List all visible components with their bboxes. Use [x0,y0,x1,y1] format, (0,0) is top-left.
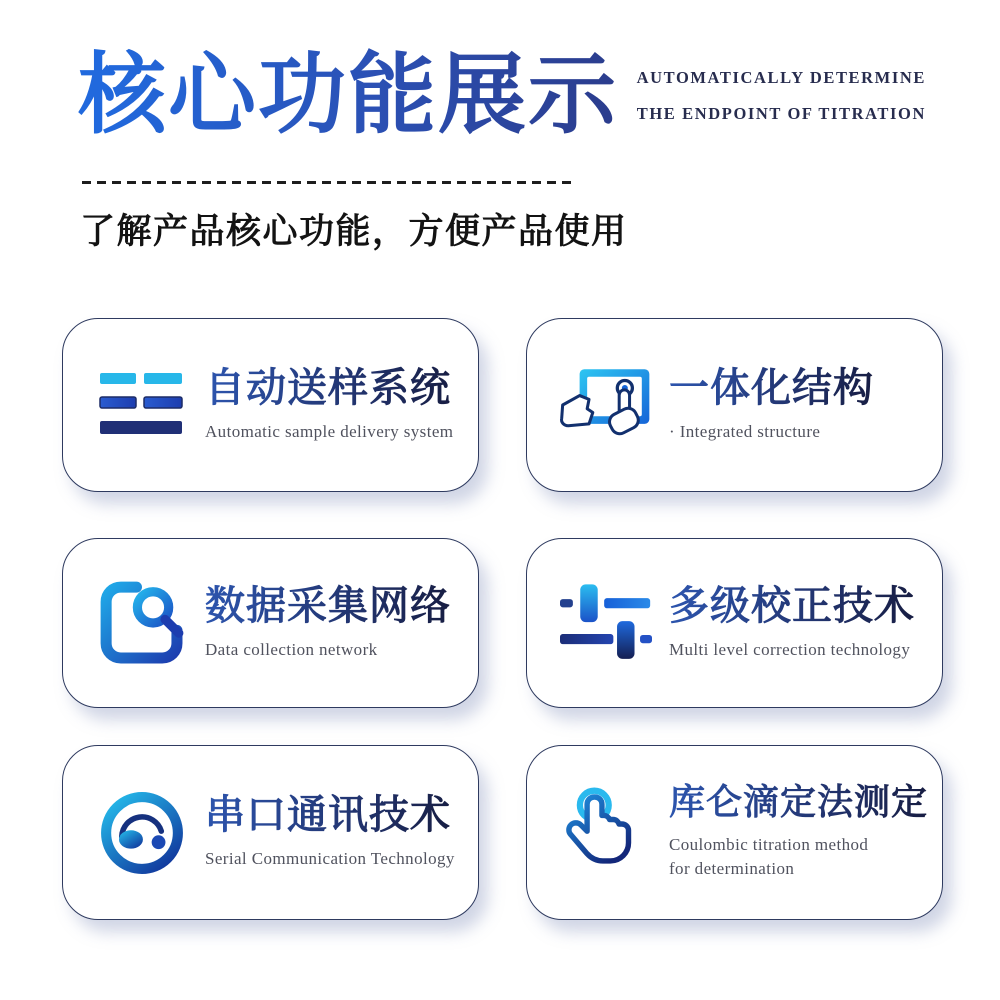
card-text [669,783,928,882]
card-title: 数据采集网络 [205,582,451,628]
dashed-divider [82,181,576,184]
card-subtitle [669,833,928,882]
card-subtitle: Multi level correction technology [669,639,911,659]
sample-list-icon [93,355,191,455]
page-subtitle: 了解产品核心功能，方便产品使用 [80,212,628,251]
card-title: 多级校正技术 [669,582,915,628]
page-title: 核心功能展示 [78,42,618,152]
tagline-line2: THE ENDPOINT OF TITRATION [636,104,926,124]
card-subtitle-line1: Coulombic titration method [669,834,869,854]
feature-card-data-collection [62,538,479,708]
feature-card-coulombic-titration [526,745,943,920]
feature-card-serial-communication [62,745,479,920]
tagline-line1: AUTOMATICALLY DETERMINE [636,68,926,87]
card-subtitle: Serial Communication Technology [205,849,455,869]
card-text [205,584,451,663]
card-subtitle: · Integrated structure [669,421,821,441]
card-title: 自动送样系统 [205,366,453,410]
card-subtitle-line2: for determination [669,859,795,879]
tap-hand-icon [557,783,655,883]
card-title: 库仑滴定法测定 [669,782,929,823]
headset-icon [93,783,191,883]
tagline [637,60,926,133]
card-text [669,366,874,445]
feature-card-sample-delivery [62,318,479,492]
touch-screen-icon [557,355,655,455]
card-title: 串口通讯技术 [205,793,455,837]
card-text [205,366,453,445]
card-subtitle: Data collection network [205,639,378,659]
card-subtitle: Automatic sample delivery system [205,421,454,441]
card-title: 一体化结构 [669,364,874,410]
data-search-icon [93,573,191,673]
feature-card-integrated-structure [526,318,943,492]
sliders-icon [557,573,655,673]
card-text [669,584,915,663]
card-text [205,793,455,872]
feature-card-multilevel-correction [526,538,943,708]
